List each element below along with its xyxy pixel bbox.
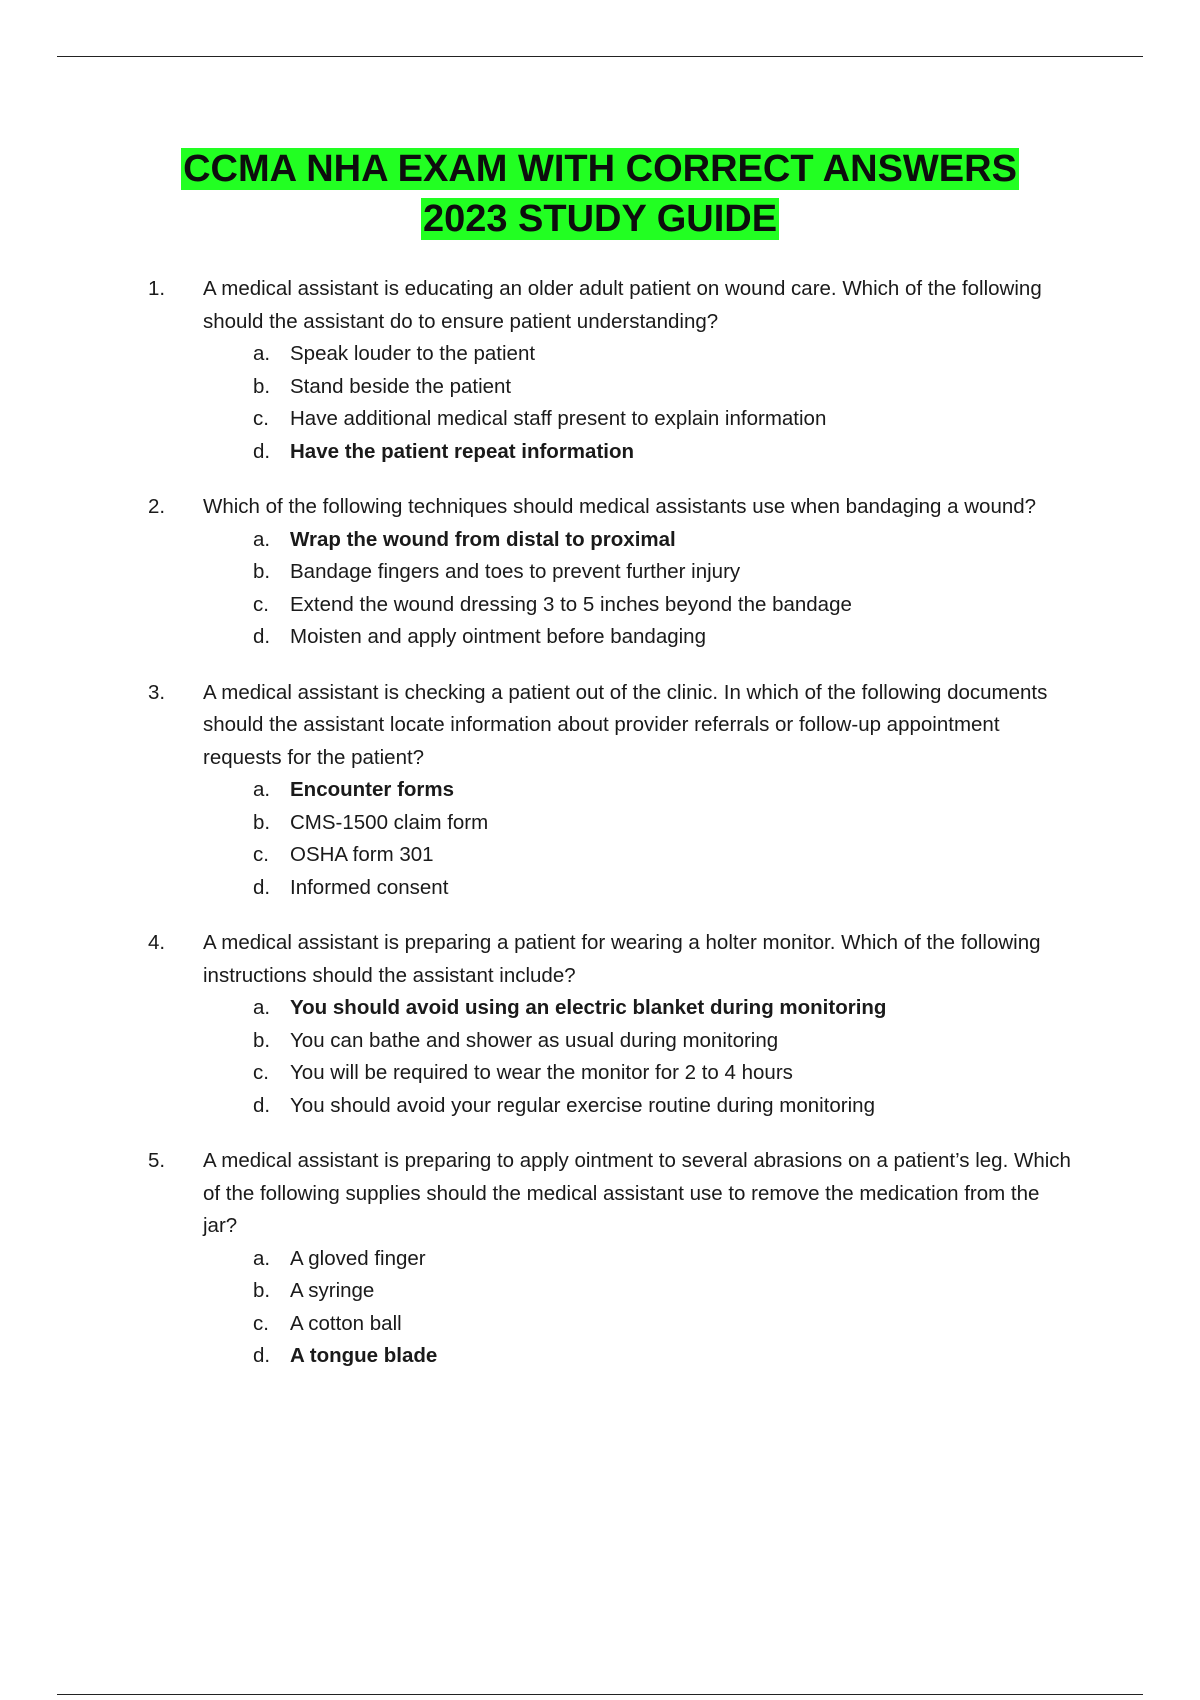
option-text: A syringe	[290, 1279, 375, 1302]
option-text: You should avoid your regular exercise routine during monitoring	[290, 1093, 875, 1117]
question-number: 2.	[148, 495, 166, 518]
option-letter: a.	[253, 996, 271, 1019]
option-text: A gloved finger	[290, 1246, 426, 1270]
option-list	[203, 774, 1078, 904]
option-d	[253, 872, 1078, 905]
option-list	[203, 338, 1078, 468]
question-number: 1.	[148, 277, 166, 300]
option-letter: d.	[253, 1344, 271, 1367]
title-line-1: CCMA NHA EXAM WITH CORRECT ANSWERS	[183, 148, 1017, 190]
option-text: A tongue blade	[290, 1344, 438, 1367]
option-d	[253, 1090, 1078, 1123]
option-c	[253, 403, 1078, 436]
option-list	[203, 992, 1078, 1122]
footer-rule	[57, 1694, 1143, 1695]
option-b	[253, 556, 1078, 589]
option-text: Speak louder to the patient	[290, 342, 536, 365]
option-letter: c.	[253, 592, 269, 616]
option-text: Bandage fingers and toes to prevent further injury	[290, 560, 741, 583]
option-b	[253, 807, 1078, 840]
option-d	[253, 621, 1078, 654]
option-text: Have additional medical staff present to explain information	[290, 407, 827, 430]
option-d	[253, 436, 1078, 469]
option-letter: b.	[253, 1028, 271, 1052]
question-list	[148, 273, 1078, 1396]
option-list	[203, 524, 1078, 654]
option-text: CMS-1500 claim form	[290, 810, 489, 834]
option-text: You should avoid using an electric blanket during monitoring	[290, 996, 887, 1019]
option-text: OSHA form 301	[290, 843, 434, 866]
option-a	[253, 1243, 1078, 1276]
question-1	[148, 273, 1078, 468]
option-c	[253, 589, 1078, 622]
option-letter: a.	[253, 342, 271, 365]
option-letter: a.	[253, 527, 271, 551]
option-text: You can bathe and shower as usual during monitoring	[290, 1028, 779, 1052]
option-c	[253, 839, 1078, 872]
option-letter: b.	[253, 810, 271, 834]
option-a	[253, 774, 1078, 807]
option-text: Have the patient repeat information	[290, 439, 635, 463]
title-line-2: 2023 STUDY GUIDE	[422, 198, 778, 240]
question-text: Which of the following techniques should medical assistants use when bandaging a wound?	[203, 495, 1037, 518]
option-text: Stand beside the patient	[290, 374, 512, 398]
option-a	[253, 992, 1078, 1025]
question-number: 5.	[148, 1149, 166, 1172]
option-text: Encounter forms	[290, 778, 455, 801]
document-title	[0, 144, 1200, 244]
question-number: 3.	[148, 680, 166, 704]
option-text: Wrap the wound from distal to proximal	[290, 527, 676, 551]
option-text: You will be required to wear the monitor for 2 to 4 hours	[290, 1061, 793, 1084]
option-letter: a.	[253, 1246, 271, 1270]
option-b	[253, 1275, 1078, 1308]
question-text: A medical assistant is preparing a patient for wearing a holter monitor. Which of the following instructions should the assistant include?	[203, 931, 1041, 987]
option-letter: d.	[253, 439, 271, 463]
option-letter: c.	[253, 1311, 269, 1335]
option-text: Informed consent	[290, 875, 449, 899]
option-letter: b.	[253, 1279, 271, 1302]
question-2	[148, 491, 1078, 654]
option-letter: b.	[253, 374, 271, 398]
option-letter: c.	[253, 1061, 269, 1084]
question-4	[148, 927, 1078, 1122]
option-b	[253, 371, 1078, 404]
option-text: A cotton ball	[290, 1311, 402, 1335]
option-letter: a.	[253, 778, 271, 801]
question-text: A medical assistant is educating an older adult patient on wound care. Which of the following should the assistant do to ensure patient understanding?	[203, 277, 1042, 333]
option-letter: d.	[253, 875, 271, 899]
question-text: A medical assistant is checking a patient out of the clinic. In which of the following documents should the assistant locate information about provider referrals or follow-up appointment requests for the patient?	[203, 680, 1048, 769]
option-list	[203, 1243, 1078, 1373]
option-letter: d.	[253, 625, 271, 648]
question-text: A medical assistant is preparing to apply ointment to several abrasions on a patient’s leg. Which of the following supplies should the medical assistant use to remove the medication from the jar?	[203, 1149, 1071, 1237]
option-text: Moisten and apply ointment before bandaging	[290, 625, 706, 648]
question-5	[148, 1145, 1078, 1373]
option-letter: c.	[253, 407, 269, 430]
option-a	[253, 338, 1078, 371]
option-d	[253, 1340, 1078, 1373]
option-letter: b.	[253, 560, 271, 583]
question-number: 4.	[148, 931, 166, 954]
option-a	[253, 524, 1078, 557]
option-text: Extend the wound dressing 3 to 5 inches beyond the bandage	[290, 592, 852, 616]
question-3	[148, 677, 1078, 905]
option-letter: d.	[253, 1093, 271, 1117]
option-c	[253, 1057, 1078, 1090]
option-letter: c.	[253, 843, 269, 866]
header-rule	[57, 56, 1143, 57]
option-b	[253, 1025, 1078, 1058]
option-c	[253, 1308, 1078, 1341]
